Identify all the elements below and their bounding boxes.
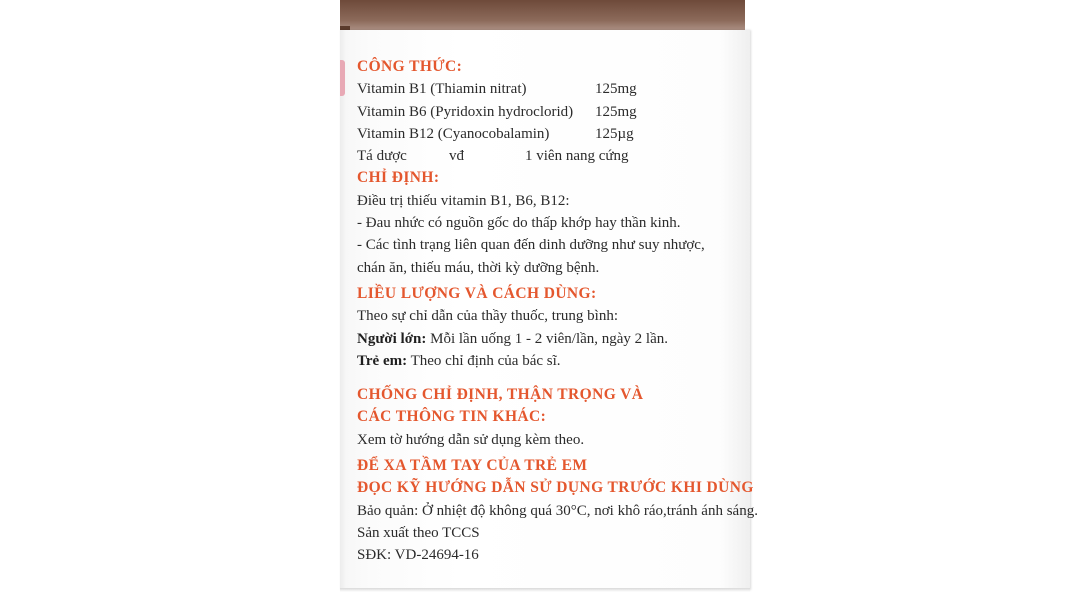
adult-label: Người lớn: bbox=[357, 330, 427, 347]
dosage-intro: Theo sự chỉ dẫn của thầy thuốc, trung bình: bbox=[357, 308, 618, 325]
ingredient-dose: 125mg bbox=[595, 81, 637, 98]
contra-heading-line1: CHỐNG CHỈ ĐỊNH, THẬN TRỌNG VÀ bbox=[357, 386, 644, 404]
ingredient-row bbox=[357, 101, 742, 123]
ingredient-row bbox=[357, 123, 742, 145]
child-label: Trẻ em: bbox=[357, 352, 408, 369]
adult-text: Mỗi lần uống 1 - 2 viên/lần, ngày 2 lần. bbox=[426, 330, 669, 347]
dosage-adult bbox=[357, 328, 742, 350]
pink-accent-strip bbox=[340, 60, 345, 96]
ingredient-row bbox=[357, 78, 742, 100]
standard-info: Sản xuất theo TCCS bbox=[357, 524, 480, 541]
ingredient-name: Vitamin B12 (Cyanocobalamin) bbox=[357, 125, 550, 142]
dosage-child bbox=[357, 350, 742, 372]
ingredient-name: Vitamin B6 (Pyridoxin hydroclorid) bbox=[357, 103, 574, 120]
dosage-heading: LIỀU LƯỢNG VÀ CÁCH DÙNG: bbox=[357, 284, 597, 302]
keep-away-warning: ĐỂ XA TẦM TAY CỦA TRẺ EM bbox=[357, 457, 588, 475]
indication-line: Điều trị thiếu vitamin B1, B6, B12: bbox=[357, 192, 570, 209]
registration-number: SĐK: VD-24694-16 bbox=[357, 547, 479, 564]
read-before-warning: ĐỌC KỸ HƯỚNG DẪN SỬ DỤNG TRƯỚC KHI DÙNG bbox=[357, 479, 754, 497]
label-content bbox=[357, 56, 758, 567]
formula-heading: CÔNG THỨC: bbox=[357, 58, 463, 75]
indication-line: - Đau nhức có nguồn gốc do thấp khớp hay thần kinh. bbox=[357, 215, 681, 232]
excipient-amount: 1 viên nang cứng bbox=[525, 148, 629, 165]
excipient-vd: vđ bbox=[449, 148, 464, 165]
child-text: Theo chỉ định của bác sĩ. bbox=[407, 352, 561, 369]
ingredient-dose: 125mg bbox=[595, 103, 637, 120]
contra-heading-line2: CÁC THÔNG TIN KHÁC: bbox=[357, 408, 547, 426]
indications-heading: CHỈ ĐỊNH: bbox=[357, 169, 440, 187]
ingredient-name: Vitamin B1 (Thiamin nitrat) bbox=[357, 81, 527, 98]
excipient-name: Tá dược bbox=[357, 148, 407, 165]
ingredient-dose: 125µg bbox=[595, 125, 634, 142]
storage-info: Bảo quản: Ở nhiệt độ không quá 30°C, nơi khô ráo,tránh ánh sáng. bbox=[357, 502, 758, 519]
indication-line: chán ăn, thiếu máu, thời kỳ dưỡng bệnh. bbox=[357, 259, 600, 276]
indication-line: - Các tình trạng liên quan đến dinh dưỡng như suy nhược, bbox=[357, 237, 705, 254]
excipient-row bbox=[357, 145, 742, 167]
contra-text: Xem tờ hướng dẫn sử dụng kèm theo. bbox=[357, 431, 585, 448]
box-lid-edge bbox=[340, 0, 745, 34]
box-bottom-shadow bbox=[340, 588, 750, 592]
